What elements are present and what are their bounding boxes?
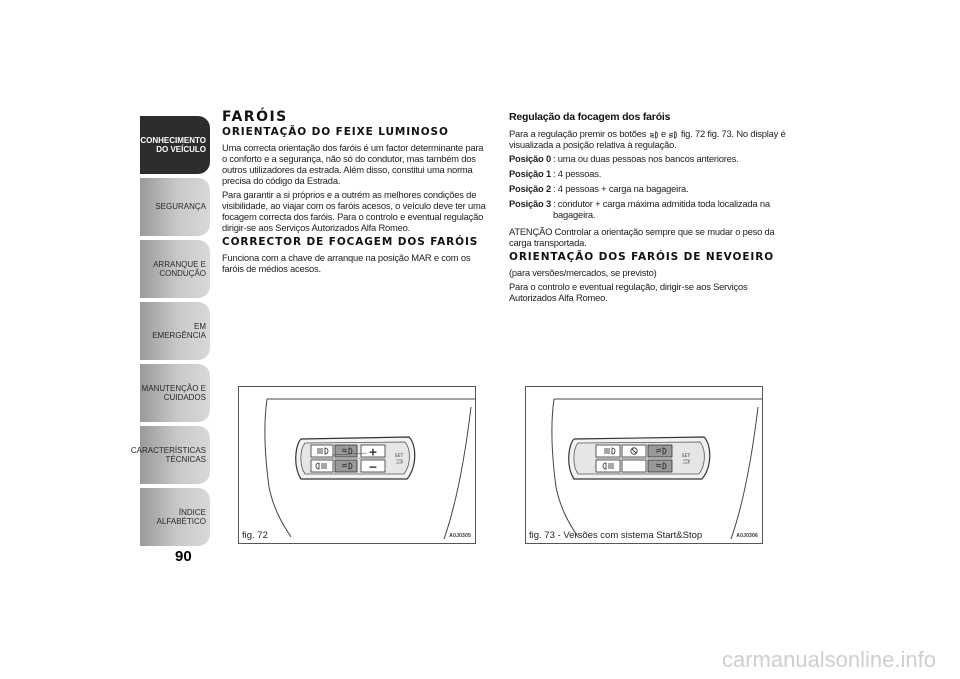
paragraph: Funciona com a chave de arranque na posição MAR e com os faróis de médios acesos. bbox=[222, 252, 471, 274]
warning-note: ATENÇÃO Controlar a orientação sempre que se mudar o peso da carga transportada. bbox=[509, 226, 775, 248]
fog-note: (para versões/mercados, se previsto) bbox=[509, 267, 657, 278]
figure-72 bbox=[238, 386, 476, 544]
tab-label: CARACTERÍSTICAS TÉCNICAS bbox=[130, 445, 206, 464]
paragraph: Para o controlo e eventual regulação, dirigir-se aos Serviços Autorizados Alfa Romeo. bbox=[509, 281, 748, 303]
position-label: Posição 2 bbox=[509, 183, 551, 194]
paragraph: Uma correcta orientação dos faróis é um factor determinante para o conforto e a segurança, não só do condutor, mas também dos outros utilizadores da estrada. Além disso, constitui uma norma precisa do código da Estrada. bbox=[222, 142, 484, 186]
tab-indice-alfabetico[interactable] bbox=[140, 488, 210, 546]
tab-seguranca[interactable] bbox=[140, 178, 210, 236]
section-heading-focus-corrector: CORRECTOR DE FOCAGEM DOS FARÓIS bbox=[222, 236, 479, 248]
section-heading-fog-lights: ORIENTAÇÃO DOS FARÓIS DE NEVOEIRO bbox=[509, 251, 775, 263]
page-title: FARÓIS bbox=[222, 109, 288, 125]
intro-text: e bbox=[661, 128, 667, 139]
left-column bbox=[222, 109, 490, 277]
watermark: carmanualsonline.info bbox=[721, 647, 936, 672]
position-item bbox=[509, 183, 791, 194]
sub-heading-focus-regulation: Regulação da focagem dos faróis bbox=[509, 111, 671, 123]
position-label: Posição 0 bbox=[509, 153, 551, 164]
tab-label: CONHECIMENTO DO VEÍCULO bbox=[140, 135, 206, 154]
position-item bbox=[509, 198, 791, 220]
position-text: : 4 pessoas. bbox=[552, 168, 602, 179]
tab-arranque-e-conducao[interactable] bbox=[140, 240, 210, 298]
position-item bbox=[509, 153, 791, 164]
right-column bbox=[509, 112, 791, 306]
page-number: 90 bbox=[175, 548, 192, 565]
paragraph: Para garantir a si próprios e a outrém as melhores condições de visibilidade, ao viajar com os faróis acesos, o veículo deve ter uma focagem correcta dos faróis. Para o controlo e eventual regulação dirigir-se aos Serviços Autorizados Alfa Romeo. bbox=[222, 189, 486, 233]
set-label: SET bbox=[681, 454, 691, 459]
position-text: : condutor + carga máxima admitida toda localizada na bagageira. bbox=[552, 198, 770, 220]
position-text: : 4 pessoas + carga na bagageira. bbox=[552, 183, 689, 194]
tab-label: EM EMERGÊNCIA bbox=[152, 321, 206, 340]
figure-caption: fig. 72 bbox=[242, 530, 268, 541]
tab-label: SEGURANÇA bbox=[155, 202, 206, 212]
figure-code: A0J0305 bbox=[449, 533, 471, 539]
control-panel-illustration bbox=[526, 387, 763, 544]
control-panel-illustration bbox=[239, 387, 476, 544]
paragraph-intro bbox=[509, 128, 791, 150]
tab-label: ÍNDICE ALFABÉTICO bbox=[156, 507, 206, 526]
figure-73 bbox=[525, 386, 763, 544]
position-label: Posição 3 bbox=[509, 198, 551, 209]
tab-em-emergencia[interactable] bbox=[140, 302, 210, 360]
section-heading-beam-orientation: ORIENTAÇÃO DO FEIXE LUMINOSO bbox=[222, 126, 449, 138]
tab-conhecimento-do-veiculo[interactable] bbox=[140, 116, 210, 174]
position-text: : uma ou duas pessoas nos bancos anteriores. bbox=[552, 153, 739, 164]
tab-label: ARRANQUE E CONDUÇÃO bbox=[153, 259, 206, 278]
figure-code: A0J0306 bbox=[736, 533, 758, 539]
figure-caption: fig. 73 - Versões com sistema Start&Stop bbox=[529, 530, 703, 541]
position-label: Posição 1 bbox=[509, 168, 551, 179]
headlight-up-icon bbox=[668, 131, 678, 139]
tab-label: MANUTENÇÃO E CUIDADOS bbox=[141, 383, 206, 402]
tab-manutencao-e-cuidados[interactable] bbox=[140, 364, 210, 422]
intro-text: fig. 72 fig. 73. No display é visualizada a posição relativa à regulação. bbox=[509, 128, 786, 150]
set-label: SET bbox=[394, 454, 404, 459]
plus-label: + bbox=[368, 445, 378, 459]
position-item bbox=[509, 168, 791, 179]
intro-text: Para a regulação premir os botões bbox=[509, 128, 647, 139]
tab-caracteristicas-tecnicas[interactable] bbox=[130, 426, 210, 484]
headlight-down-icon bbox=[649, 131, 659, 139]
chapter-tabs bbox=[130, 116, 210, 550]
minus-label: − bbox=[368, 460, 378, 474]
